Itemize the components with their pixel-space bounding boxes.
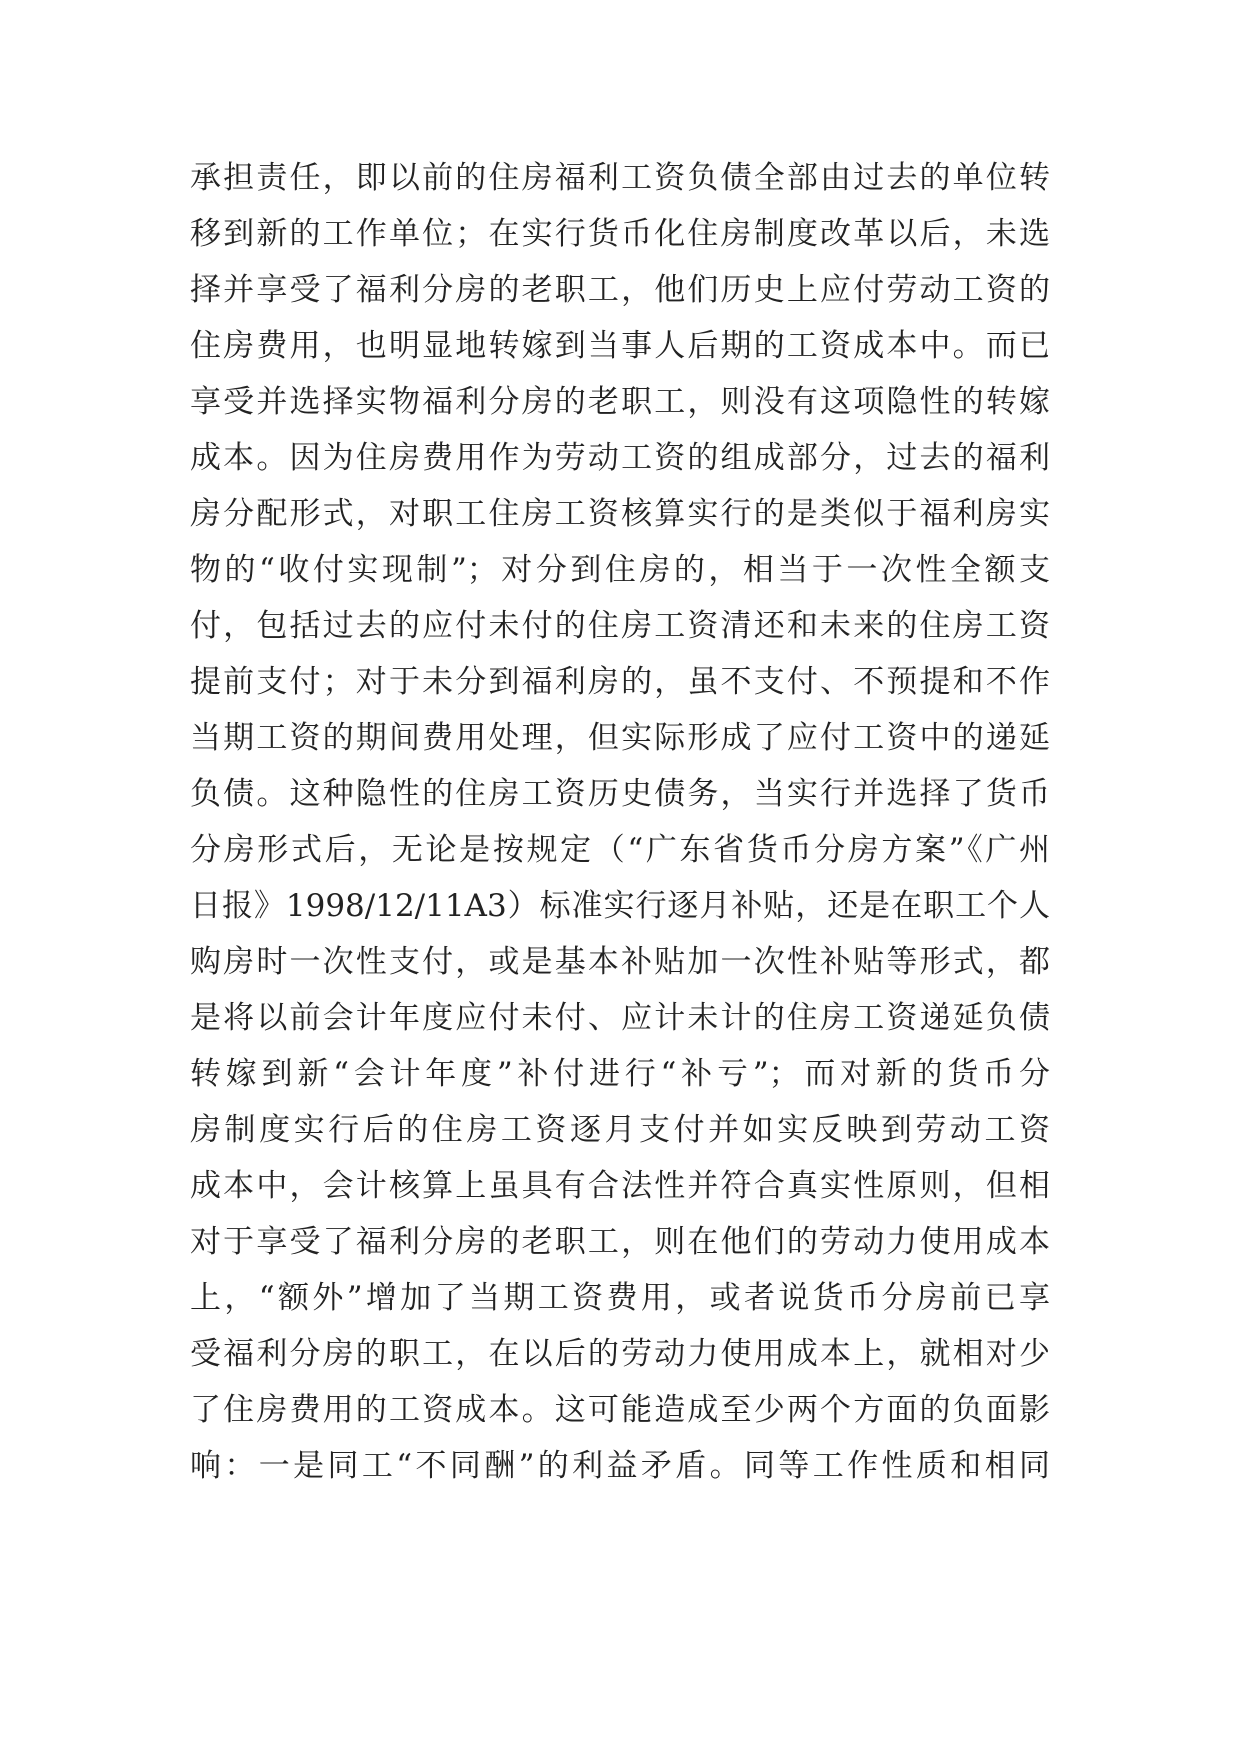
text-line: 受福利分房的职工，在以后的劳动力使用成本上，就相对少	[190, 1336, 1050, 1372]
text-line: 成本。因为住房费用作为劳动工资的组成部分，过去的福利	[190, 440, 1050, 476]
text-line: 对于享受了福利分房的老职工，则在他们的劳动力使用成本	[190, 1224, 1050, 1260]
text-line: 分房形式后，无论是按规定（“广东省货币分房方案”《广州	[190, 832, 1050, 868]
text-line: 住房费用，也明显地转嫁到当事人后期的工资成本中。而已	[190, 328, 1050, 364]
text-line: 了住房费用的工资成本。这可能造成至少两个方面的负面影	[190, 1392, 1050, 1428]
text-line: 承担责任，即以前的住房福利工资负债全部由过去的单位转	[190, 160, 1050, 196]
text-line: 择并享受了福利分房的老职工，他们历史上应付劳动工资的	[190, 272, 1050, 308]
text-line: 转嫁到新“会计年度”补付进行“补亏”；而对新的货币分	[190, 1056, 1050, 1092]
text-line: 房制度实行后的住房工资逐月支付并如实反映到劳动工资	[190, 1112, 1050, 1148]
text-line: 付，包括过去的应付未付的住房工资清还和未来的住房工资	[190, 608, 1050, 644]
text-line: 日报》1998/12/11A3）标准实行逐月补贴，还是在职工个人	[190, 888, 1050, 924]
text-line: 上，“额外”增加了当期工资费用，或者说货币分房前已享	[190, 1280, 1050, 1316]
text-line: 房分配形式，对职工住房工资核算实行的是类似于福利房实	[190, 496, 1050, 532]
text-line: 成本中，会计核算上虽具有合法性并符合真实性原则，但相	[190, 1168, 1050, 1204]
text-line: 享受并选择实物福利分房的老职工，则没有这项隐性的转嫁	[190, 384, 1050, 420]
text-line: 物的“收付实现制”；对分到住房的，相当于一次性全额支	[190, 552, 1050, 588]
text-line: 负债。这种隐性的住房工资历史债务，当实行并选择了货币	[190, 776, 1050, 812]
text-line: 提前支付；对于未分到福利房的，虽不支付、不预提和不作	[190, 664, 1050, 700]
text-line: 移到新的工作单位；在实行货币化住房制度改革以后，未选	[190, 216, 1050, 252]
body-paragraph	[190, 150, 1050, 1494]
text-line: 购房时一次性支付，或是基本补贴加一次性补贴等形式，都	[190, 944, 1050, 980]
text-line: 当期工资的期间费用处理，但实际形成了应付工资中的递延	[190, 720, 1050, 756]
text-line: 响：一是同工“不同酬”的利益矛盾。同等工作性质和相同	[190, 1448, 1050, 1484]
text-line: 是将以前会计年度应付未付、应计未计的住房工资递延负债	[190, 1000, 1050, 1036]
